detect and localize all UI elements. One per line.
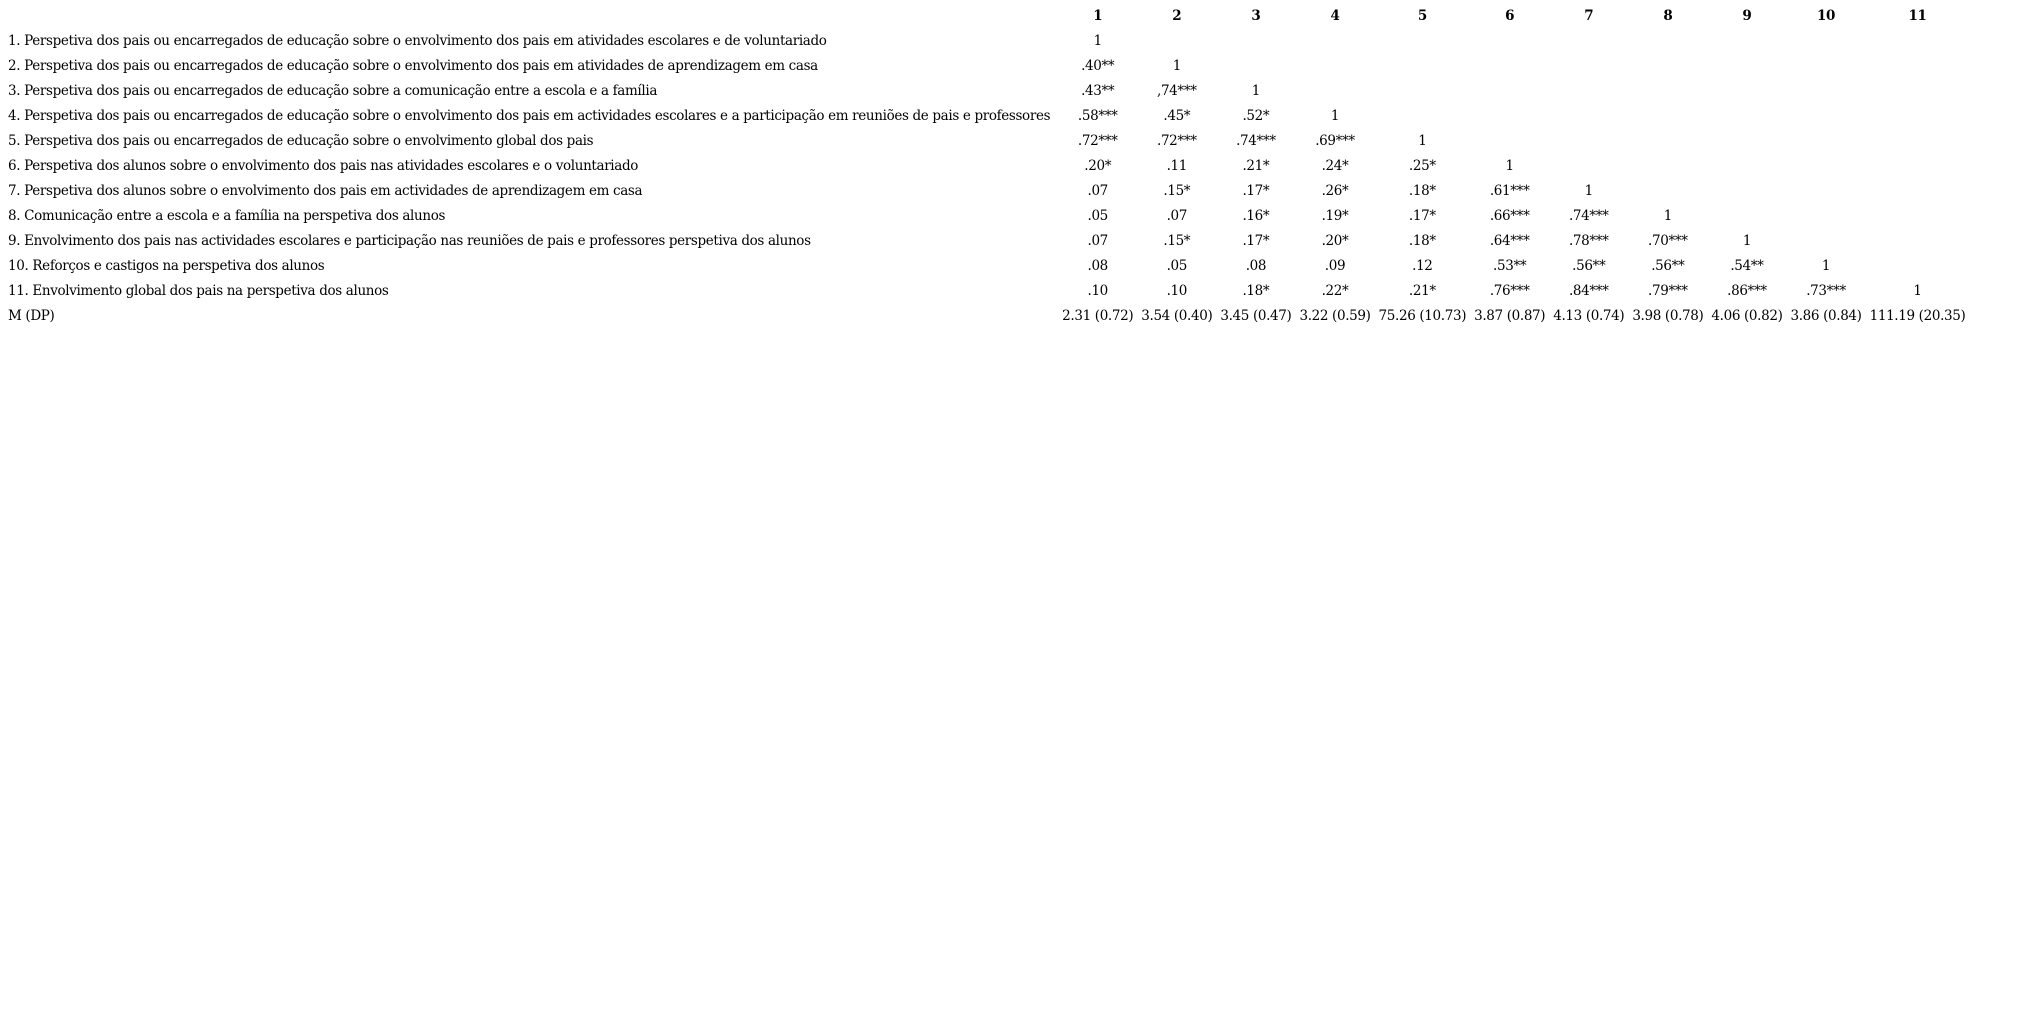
- column-header: 1: [1093, 8, 1103, 24]
- column-header: 3: [1251, 8, 1261, 24]
- table-cell: [1866, 179, 1970, 204]
- table-cell: .79***: [1648, 283, 1688, 299]
- table-cell: [1375, 79, 1471, 104]
- row-label: 8. Comunicação entre a escola e a família na perspetiva dos alunos: [8, 208, 446, 224]
- table-cell: [1549, 129, 1628, 154]
- table-cell: [1866, 154, 1970, 179]
- table-cell: [1707, 79, 1786, 104]
- table-cell: .17*: [1242, 233, 1270, 249]
- table-cell: [1866, 254, 1970, 279]
- table-cell: [1137, 29, 1216, 54]
- table-cell: .56**: [1572, 258, 1606, 274]
- table-cell: .07: [1166, 208, 1188, 224]
- row-label: 10. Reforços e castigos na perspetiva dos alunos: [8, 258, 325, 274]
- table-cell: [1549, 29, 1628, 54]
- table-cell: .22*: [1321, 283, 1349, 299]
- table-cell: .56**: [1651, 258, 1685, 274]
- correlation-table: [6, 4, 1969, 329]
- table-cell: 1: [1584, 183, 1593, 199]
- column-header: 8: [1663, 8, 1673, 24]
- table-cell: 1: [1913, 283, 1922, 299]
- table-cell: .64***: [1489, 233, 1530, 249]
- table-cell: [1707, 204, 1786, 229]
- table-cell: .07: [1087, 233, 1108, 249]
- row-label: 9. Envolvimento dos pais nas actividades escolares e participação nas reuniões de pais e professores perspetiva dos alunos: [8, 233, 811, 249]
- table-cell: [1707, 54, 1786, 79]
- table-cell: [1787, 79, 1866, 104]
- row-label: 7. Perspetiva dos alunos sobre o envolvimento dos pais em actividades de aprendizagem em casa: [8, 183, 643, 199]
- table-cell: .10: [1166, 283, 1188, 299]
- table-cell: .08: [1087, 258, 1108, 274]
- table-cell: [1628, 104, 1707, 129]
- table-cell: [1866, 79, 1970, 104]
- table-cell: .05: [1087, 208, 1108, 224]
- column-header: 7: [1584, 8, 1594, 24]
- table-cell: [1295, 54, 1374, 79]
- table-cell: ,74***: [1157, 83, 1197, 99]
- table-row: [6, 179, 1969, 204]
- table-cell: 1: [1330, 108, 1340, 124]
- table-cell: [1628, 29, 1707, 54]
- table-cell: [1787, 204, 1866, 229]
- table-cell: .69***: [1315, 133, 1355, 149]
- table-cell: [1470, 104, 1549, 129]
- table-cell: .17*: [1242, 183, 1270, 199]
- table-cell: [1866, 229, 1970, 254]
- table-cell: [1707, 104, 1786, 129]
- table-cell: .19*: [1321, 208, 1349, 224]
- table-cell: .40**: [1081, 58, 1115, 74]
- table-cell: .18*: [1242, 283, 1270, 299]
- table-cell: .52*: [1242, 108, 1270, 124]
- column-header: 9: [1742, 8, 1752, 24]
- table-cell: 1: [1093, 33, 1102, 49]
- table-cell: .45*: [1163, 108, 1191, 124]
- header-corner: [6, 4, 1058, 29]
- table-cell: 1: [1663, 208, 1672, 224]
- table-cell: .11: [1166, 158, 1188, 174]
- table-cell: .78***: [1568, 233, 1609, 249]
- table-cell: [1787, 129, 1866, 154]
- table-cell: .15*: [1163, 233, 1191, 249]
- table-cell: .61***: [1489, 183, 1530, 199]
- table-cell: [1628, 54, 1707, 79]
- table-cell: [1470, 54, 1549, 79]
- table-cell: [1707, 129, 1786, 154]
- table-cell: .73***: [1806, 283, 1846, 299]
- table-row: [6, 229, 1969, 254]
- table-cell: .10: [1087, 283, 1108, 299]
- table-cell: 75.26 (10.73): [1378, 308, 1467, 324]
- table-cell: [1628, 129, 1707, 154]
- table-cell: [1866, 104, 1970, 129]
- table-cell: [1216, 29, 1295, 54]
- table-cell: [1470, 29, 1549, 54]
- row-label: 1. Perspetiva dos pais ou encarregados de educação sobre o envolvimento dos pais em atividades escolares e de voluntariado: [8, 33, 827, 49]
- table-cell: .08: [1245, 258, 1267, 274]
- table-cell: [1549, 154, 1628, 179]
- table-cell: 1: [1742, 233, 1752, 249]
- table-cell: 4.13 (0.74): [1553, 308, 1625, 324]
- table-row: [6, 254, 1969, 279]
- table-row: [6, 154, 1969, 179]
- column-header: 4: [1330, 8, 1340, 24]
- table-cell: [1787, 54, 1866, 79]
- table-row: [6, 204, 1969, 229]
- table-cell: [1295, 29, 1374, 54]
- table-cell: [1375, 29, 1471, 54]
- table-cell: [1787, 229, 1866, 254]
- table-cell: .18*: [1408, 233, 1436, 249]
- table-cell: .21*: [1242, 158, 1270, 174]
- table-cell: .09: [1324, 258, 1346, 274]
- row-label: 11. Envolvimento global dos pais na perspetiva dos alunos: [8, 283, 389, 299]
- table-cell: .18*: [1408, 183, 1436, 199]
- table-cell: [1787, 104, 1866, 129]
- row-label: 2. Perspetiva dos pais ou encarregados de educação sobre o envolvimento dos pais em atividades de aprendizagem em casa: [8, 58, 818, 74]
- row-label: M (DP): [8, 308, 55, 324]
- table-row: [6, 29, 1969, 54]
- table-cell: 3.86 (0.84): [1790, 308, 1862, 324]
- table-cell: .66***: [1489, 208, 1530, 224]
- row-label: 5. Perspetiva dos pais ou encarregados de educação sobre o envolvimento global dos pais: [8, 133, 594, 149]
- row-label: 6. Perspetiva dos alunos sobre o envolvimento dos pais nas atividades escolares e o voluntariado: [8, 158, 639, 174]
- table-row: [6, 129, 1969, 154]
- table-cell: [1549, 79, 1628, 104]
- table-cell: .17*: [1408, 208, 1436, 224]
- table-body: [6, 29, 1969, 329]
- table-cell: [1787, 179, 1866, 204]
- table-cell: 1: [1505, 158, 1514, 174]
- table-cell: 111.19 (20.35): [1869, 308, 1966, 324]
- table-cell: 1: [1251, 83, 1261, 99]
- table-cell: .20*: [1321, 233, 1349, 249]
- table-cell: [1866, 129, 1970, 154]
- table-row: [6, 54, 1969, 79]
- header-row: [6, 4, 1969, 29]
- table-cell: 3.45 (0.47): [1220, 308, 1292, 324]
- table-cell: [1707, 154, 1786, 179]
- table-cell: [1707, 29, 1786, 54]
- table-cell: .54**: [1730, 258, 1764, 274]
- table-cell: [1628, 179, 1707, 204]
- summary-row: [6, 304, 1969, 329]
- table-cell: .20*: [1084, 158, 1112, 174]
- table-cell: [1787, 154, 1866, 179]
- table-row: [6, 79, 1969, 104]
- table-cell: [1707, 179, 1786, 204]
- column-header: 6: [1505, 8, 1515, 24]
- column-header: 11: [1908, 8, 1927, 24]
- correlation-table-wrapper: [6, 4, 1969, 329]
- table-cell: 1: [1418, 133, 1427, 149]
- table-cell: 1: [1821, 258, 1831, 274]
- table-cell: [1549, 54, 1628, 79]
- table-cell: 4.06 (0.82): [1711, 308, 1783, 324]
- table-cell: [1375, 54, 1471, 79]
- row-label: 3. Perspetiva dos pais ou encarregados de educação sobre a comunicação entre a escola e a família: [8, 83, 658, 99]
- table-cell: .21*: [1408, 283, 1436, 299]
- table-cell: [1470, 129, 1549, 154]
- table-cell: .84***: [1568, 283, 1609, 299]
- table-cell: 3.22 (0.59): [1299, 308, 1371, 324]
- table-cell: [1375, 104, 1471, 129]
- table-row: [6, 104, 1969, 129]
- table-cell: [1549, 104, 1628, 129]
- column-header: 10: [1817, 8, 1836, 24]
- table-row: [6, 279, 1969, 304]
- table-cell: [1628, 154, 1707, 179]
- table-cell: .76***: [1489, 283, 1530, 299]
- table-cell: .74***: [1236, 133, 1276, 149]
- table-cell: .43**: [1081, 83, 1115, 99]
- table-cell: .24*: [1321, 158, 1349, 174]
- table-cell: .25*: [1408, 158, 1436, 174]
- table-cell: .12: [1412, 258, 1433, 274]
- table-cell: 3.54 (0.40): [1141, 308, 1213, 324]
- table-cell: [1470, 79, 1549, 104]
- table-cell: .74***: [1568, 208, 1609, 224]
- table-cell: [1866, 54, 1970, 79]
- table-cell: .53**: [1493, 258, 1527, 274]
- table-cell: .05: [1166, 258, 1188, 274]
- table-cell: .15*: [1163, 183, 1191, 199]
- table-cell: .07: [1087, 183, 1108, 199]
- column-header: 2: [1172, 8, 1182, 24]
- table-cell: [1787, 29, 1866, 54]
- table-cell: 2.31 (0.72): [1062, 308, 1134, 324]
- table-cell: .72***: [1077, 133, 1118, 149]
- row-label: 4. Perspetiva dos pais ou encarregados de educação sobre o envolvimento dos pais em actividades escolares e a participação em reuniões de pais e professores: [8, 108, 1051, 124]
- table-cell: [1866, 29, 1970, 54]
- table-cell: [1866, 204, 1970, 229]
- table-cell: .72***: [1157, 133, 1197, 149]
- table-cell: [1628, 79, 1707, 104]
- table-cell: .86***: [1727, 283, 1767, 299]
- column-header: 5: [1417, 8, 1427, 24]
- table-cell: 3.87 (0.87): [1474, 308, 1546, 324]
- table-cell: [1216, 54, 1295, 79]
- table-cell: 3.98 (0.78): [1632, 308, 1704, 324]
- table-cell: .58***: [1077, 108, 1118, 124]
- table-cell: .70***: [1648, 233, 1688, 249]
- table-cell: 1: [1172, 58, 1181, 74]
- table-cell: .16*: [1242, 208, 1270, 224]
- table-cell: [1295, 79, 1374, 104]
- table-cell: .26*: [1321, 183, 1349, 199]
